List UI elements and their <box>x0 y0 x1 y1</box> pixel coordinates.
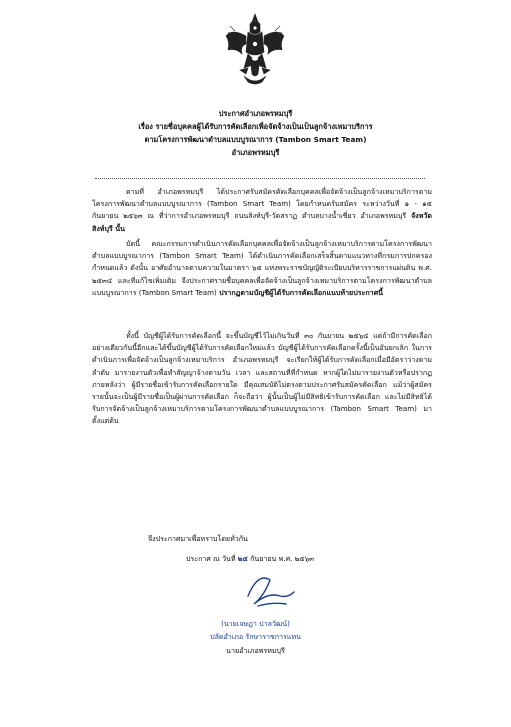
dateline-suffix: กันยายน พ.ศ. ๒๕๖๓ <box>250 554 314 563</box>
paragraph-2-bold: ปรากฏตามบัญชีผู้ได้รับการคัดเลือกแนบท้ายประกาศนี้ <box>219 287 383 297</box>
announcement-title: ประกาศอำเภอพรหมบุรี <box>218 109 293 118</box>
paragraph-2-text: บัดนี้ คณะกรรมการดำเนินการคัดเลือกบุคคลเพื่อจัดจ้างเป็นลูกจ้างเหมาบริการตามโครงการพัฒนาตำบลแบบบูรณาการ (Tambon Smart Team) ได้ดำเนินการคัดเลือกเสร็จสิ้นตามแนวทางที่กรมการปกครองกำหนดแล้ว ดังนั้น อาศัยอำนาจตามความในมาตรา ๖๕ แห่งพระราชบัญญัติระเบียบบริหารราชการแผ่นดิน พ.ศ. ๒๕๓๔ และที่แก้ไขเพิ่มเติม จึงประกาศรายชื่อบุคคลเพื่อจัดจ้างเป็นลูกจ้างเหมาบริการตามโครงการพัฒนาตำบลแบบบูรณาการ (Tambon Smart Team) <box>92 239 432 297</box>
paragraph-3-text: ทั้งนี้ บัญชีผู้ได้รับการคัดเลือกนี้ จะขึ้นบัญชีไว้ไม่เกินวันที่ ๓๐ กันยายน ๒๕๖๔ แต่ถ้ามีการคัดเลือกอย่างเดียวกันนี้อีกและได้ขึ้นบัญชีผู้ได้รับการคัดเลือกใหม่แล้ว บัญชีผู้ได้รับการคัดเลือกครั้งนี้เป็นอันยกเลิก ในการดำเนินการเพื่อจัดจ้างเป็นลูกจ้างเหมาบริการ อำเภอพรหมบุรี จะเรียกให้ผู้ได้รับการคัดเลือกเมื่อมีอัตราว่างตามลำดับ มารายงานตัวเพื่อทำสัญญาจ้างตามวัน เวลา และสถานที่ที่กำหนด หากผู้ใดไม่มารายงานตัวหรือปรากฏภายหลังว่า ผู้มีรายชื่อเข้ารับการคัดเลือกรายใด มีคุณสมบัติไม่ตรงตามประกาศรับสมัครคัดเลือก แม้ว่าผู้สมัครรายนั้นจะเป็นผู้มีรายชื่อเป็นผู้ผ่านการคัดเลือก ก็จะถือว่า ผู้นั้นเป็นผู้ไม่มีสิทธิเข้ารับการคัดเลือก และไม่มีสิทธิได้รับการจัดจ้างเป็นลูกจ้างเหมาบริการตามโครงการพัฒนาตำบลแบบบูรณาการ (Tambon Smart Team) มาตั้งแต่ต้น <box>92 331 432 426</box>
announcement-district: อำเภอพรหมบุรี <box>231 148 280 157</box>
garuda-emblem-icon <box>222 12 288 88</box>
signer-position-2: นายอำเภอพรหมบุรี <box>226 646 285 655</box>
announcement-subject: เรื่อง รายชื่อบุคคลผู้ได้รับการคัดเลือกเพื่อจัดจ้างเป็นเป็นลูกจ้างเหมาบริการ <box>138 122 373 131</box>
dateline <box>186 554 314 565</box>
paragraph-1 <box>92 186 432 235</box>
announcement-project: ตามโครงการพัฒนาตำบลแบบบูรณาการ (Tambon Smart Team) <box>144 135 367 144</box>
signer-name: (นายเจษฎา ปาลวัฒน์) <box>221 619 290 628</box>
closing-line: จึงประกาศมาเพื่อทราบโดยทั่วกัน <box>148 534 248 543</box>
paragraph-3 <box>92 330 432 428</box>
signer-position-1: ปลัดอำเภอ รักษาราชการแทน <box>210 632 301 641</box>
dateline-day: ๒๕ <box>237 554 248 563</box>
handwritten-signature <box>228 566 308 614</box>
paragraph-1-end: จังหวัดสิงห์บุรี นั้น <box>92 211 432 233</box>
dateline-prefix: ประกาศ ณ วันที่ <box>186 554 236 563</box>
paragraph-1-text: ตามที่ อำเภอพรหมบุรี ได้ประกาศรับสมัครคัดเลือกบุคคลเพื่อจัดจ้างเป็นลูกจ้างเหมาบริการตามโครงการพัฒนาตำบลแบบบูรณาการ (Tambon Smart Team) โดยกำหนดรับสมัคร ระหว่างวันที่ ๑ - ๑๕ กันยายน ๒๕๖๓ ณ ที่ว่าการอำเภอพรหมบุรี ถนนสิงห์บุรี-วัดสราฏ ตำบลบางน้ำเชี่ยว อำเภอพรหมบุรี <box>92 187 432 221</box>
divider-line <box>95 178 425 179</box>
paragraph-2 <box>92 238 432 299</box>
